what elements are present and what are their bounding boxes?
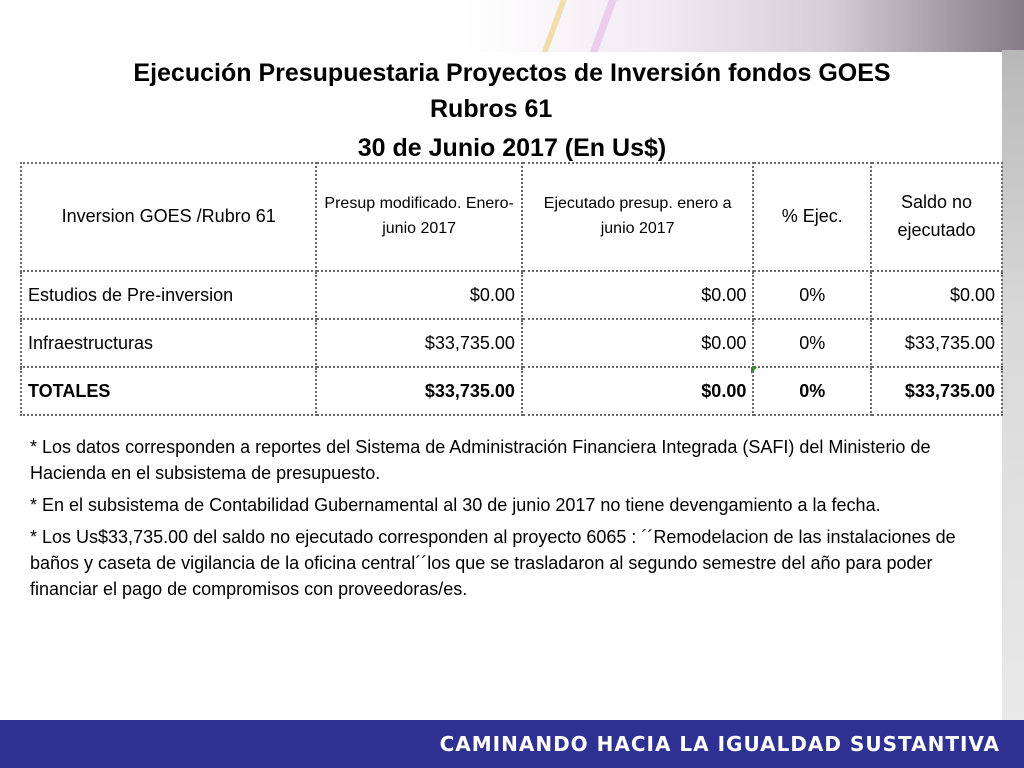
table-row [21,319,1002,367]
table-cell: 0% [753,271,871,319]
table-header-row [21,163,1002,271]
table-cell: $0.00 [522,319,753,367]
table-cell: 0% [753,367,871,415]
comment-marker-icon [751,367,757,374]
table-cell: Estudios de Pre-inversion [21,271,316,319]
page-subtitle: Rubros 61 [430,95,553,123]
footnote: * En el subsistema de Contabilidad Gubernamental al 30 de junio 2017 no tiene devengamiento a la fecha. [30,495,881,516]
table-cell: TOTALES [21,367,316,415]
page-title: Ejecución Presupuestaria Proyectos de Inversión fondos GOES [133,59,891,87]
table-row [21,271,1002,319]
page-date-title: 30 de Junio 2017 (En Us$) [357,134,667,162]
column-header: Inversion GOES /Rubro 61 [21,163,316,271]
table-cell: Infraestructuras [21,319,316,367]
table-cell: 0% [753,319,871,367]
table-total-row [21,367,1002,415]
table-cell: $0.00 [522,367,753,415]
budget-table [20,162,1003,416]
table-cell: $33,735.00 [871,367,1002,415]
footnote: * Los Us$33,735.00 del saldo no ejecutado corresponden al proyecto 6065 : ´´Remodelacion de las instalaciones de baños y caseta de vigilancia de la oficina central´´los que se trasladaron al segundo semestre del año para poder financiar el pago de compromisos con proveedoras/es. [30,527,956,600]
table-cell: $0.00 [316,271,522,319]
column-header: Ejecutado presup. enero a junio 2017 [522,163,753,271]
table-cell: $0.00 [871,271,1002,319]
footer-banner [0,720,1024,768]
column-header: Saldo no ejecutado [871,163,1002,271]
column-header: Presup modificado. Enero-junio 2017 [316,163,522,271]
footnotes [30,434,990,609]
table-cell: $33,735.00 [871,319,1002,367]
footer-slogan: CAMINANDO HACIA LA IGUALDAD SUSTANTIVA [439,732,1000,756]
table-cell: $33,735.00 [316,319,522,367]
footnote: * Los datos corresponden a reportes del Sistema de Administración Financiera Integrada (SAFI) del Ministerio de Hacienda en el subsistema de presupuesto. [30,437,931,484]
table-cell: $0.00 [522,271,753,319]
column-header: % Ejec. [753,163,871,271]
table-cell: $33,735.00 [316,367,522,415]
